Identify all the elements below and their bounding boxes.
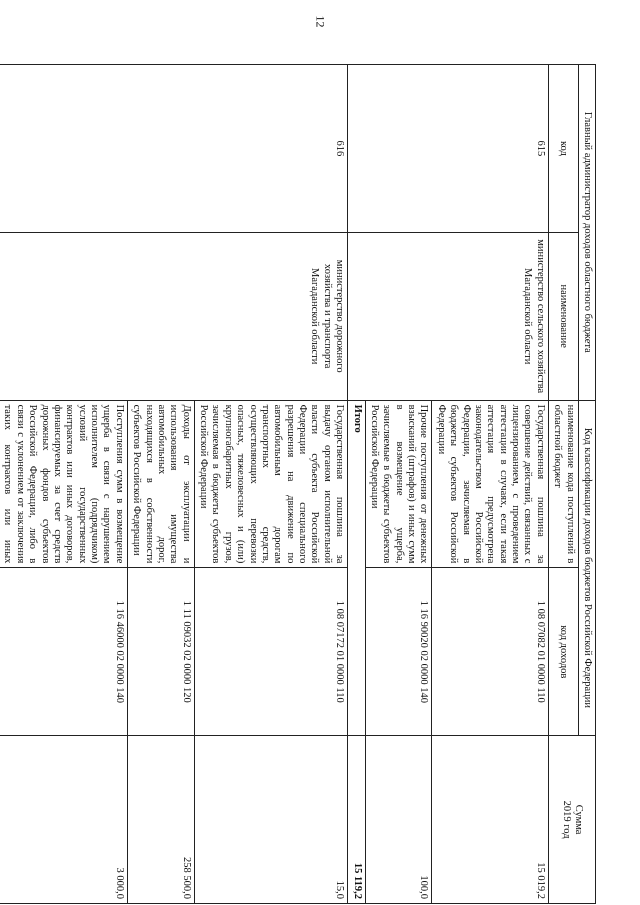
income-code-col-header: код доходов	[548, 568, 578, 736]
sum-cell: 100,0	[365, 736, 432, 904]
total-sum-cell: 15 119,2	[348, 736, 365, 904]
sum-cell: 15,0	[194, 736, 348, 904]
income-name-col-header: наименование кода поступлений в областной бюджет	[548, 400, 578, 568]
table-row	[432, 65, 548, 904]
admin-code-cell: 616	[0, 65, 348, 233]
revenue-table-sheet	[2, 64, 596, 904]
revenue-table	[0, 64, 596, 904]
income-code-cell: 1 16 46000 02 0000 140	[0, 568, 127, 736]
sum-header	[548, 736, 595, 904]
table-row	[194, 65, 348, 904]
admin-name-cell: министерство сельского хозяйства Магаданской области	[348, 232, 549, 400]
admin-group-header: Главный администратор доходов областного бюджета	[578, 65, 595, 401]
sum-cell: 15 019,2	[432, 736, 548, 904]
sum-cell: 3 000,0	[0, 736, 127, 904]
year-label: 2019 год	[560, 800, 572, 839]
sum-cell: 258 500,0	[127, 736, 194, 904]
income-code-cell: 1 11 09032 02 0000 120	[127, 568, 194, 736]
income-code-cell: 1 08 07082 01 0000 110	[432, 568, 548, 736]
income-name-cell: Доходы от эксплуатации и использования имущества автомобильных дорог, находящихся в собственности субъектов Российской Федерации	[127, 400, 194, 568]
table-body	[0, 65, 548, 904]
income-name-cell: Государственная пошлина за совершение действий, связанных с лицензированием, с проведением аттестации в случаях, если такая аттестация предусмотрена законодательством Российской Федерации, зачисляемая в бюджеты субъектов Российской Федерации	[432, 400, 548, 568]
kbk-group-header: Код классификации доходов бюджетов Российской Федерации	[578, 400, 595, 736]
income-code-cell: 1 08 07172 01 0000 110	[194, 568, 348, 736]
admin-name-cell: министерство дорожного хозяйства и транспорта Магаданской области	[0, 232, 348, 400]
total-label-cell: Итого	[348, 400, 365, 736]
sum-group-label: Сумма	[573, 804, 585, 835]
income-code-cell: 1 16 90020 02 0000 140	[365, 568, 432, 736]
name-col-header: наименование	[548, 232, 578, 400]
income-name-cell: Поступления сумм в возмещение ущерба в связи с нарушением исполнителем (подрядчиком) условий государственных контрактов или иных договоров, финансируемых за счет средств дорожных фондов субъектов Российской Федерации, либо в связи с уклонением от заключения таких контрактов или иных	[0, 400, 127, 568]
code-col-header: код	[548, 65, 578, 233]
income-name-cell: Прочие поступления от денежных взысканий (штрафов) и иных сумм в возмещение ущерба, зачисляемые в бюджеты субъектов Российской Федерации	[365, 400, 432, 568]
admin-code-cell: 615	[348, 65, 549, 233]
page-number: 12	[313, 15, 328, 28]
income-name-cell: Государственная пошлина за выдачу органом исполнительной власти субъекта Российской Федерации специального разрешения на движение по автомобильным дорогам транспортных средств, осуществляющих перевозки опасных, тяжеловесных и (или) крупногабаритных грузов, зачисляемая в бюджеты субъектов Российской Федерации	[194, 400, 348, 568]
